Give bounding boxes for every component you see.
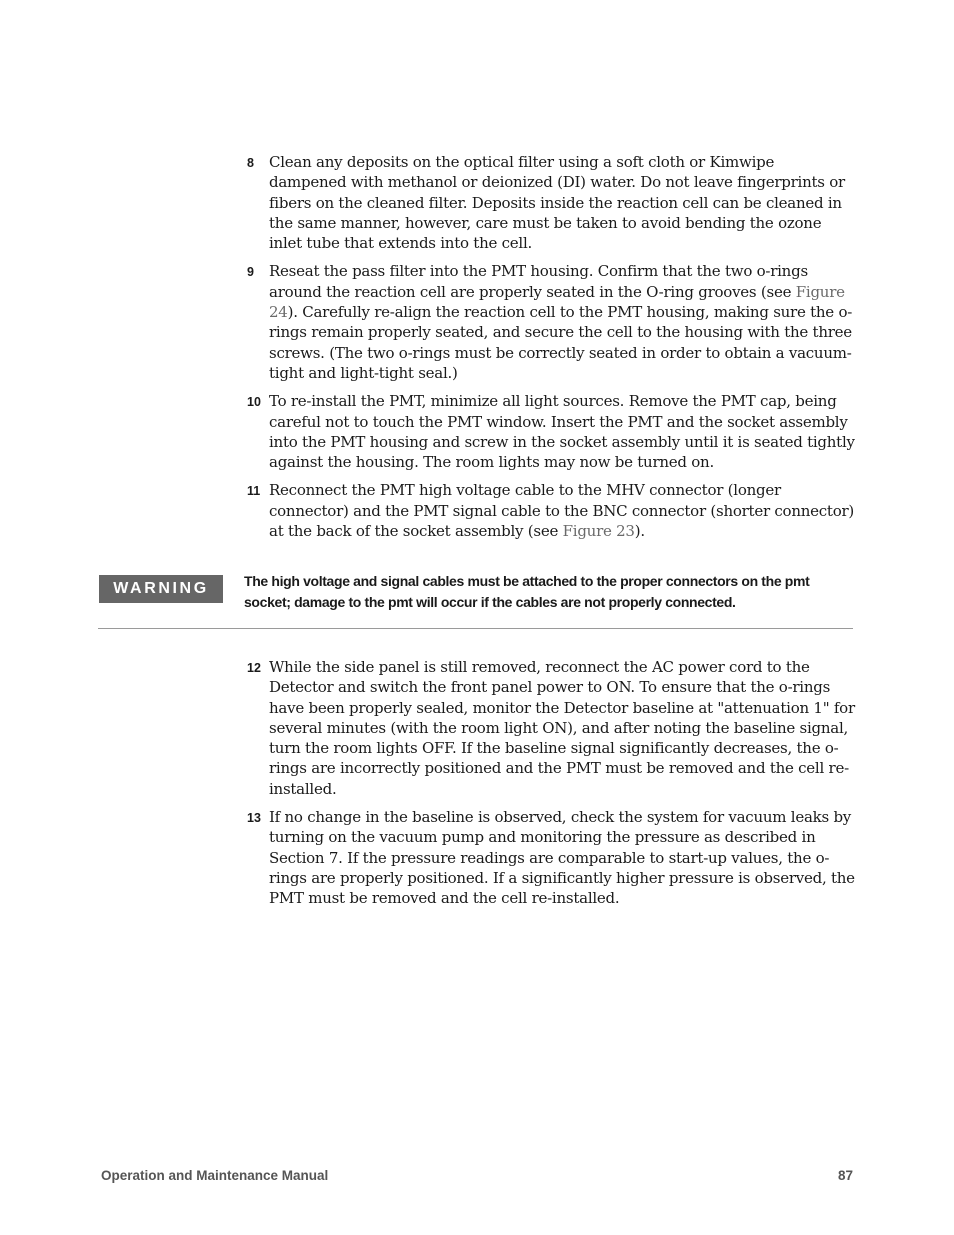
step-12	[247, 657, 857, 799]
step-8	[247, 152, 857, 253]
step-text-part: Reconnect the PMT high voltage cable to the MHV connector (longer connector) and the PMT signal cable to the BNC connector (shorter connector) at the back of the socket assembly (see	[269, 481, 855, 541]
step-text	[269, 480, 855, 541]
step-text: While the side panel is still removed, reconnect the AC power cord to the Detector and switch the front panel power to ON. To ensure that the o-rings have been properly sealed, monitor the Detector baseline at "attenuation 1" for several minutes (with the room light ON), and after noting the baseline signal, turn the room lights OFF. If the baseline signal significantly decreases, the o-rings are incorrectly positioned and the PMT must be removed and the cell re-installed.	[269, 658, 855, 798]
figure-23-link[interactable]: Figure 23	[562, 522, 635, 541]
warning-label: WARNING	[99, 575, 223, 603]
step-9	[247, 261, 857, 383]
step-number: 13	[247, 811, 261, 826]
step-text-part: ). Carefully re-align the reaction cell to the PMT housing, making sure the o-rings remain properly seated, and secure the cell to the housing with the three screws. (The two o-rings must be correctly seated in order to obtain a vacuum-tight and light-tight seal.)	[269, 303, 853, 382]
step-text: To re-install the PMT, minimize all light sources. Remove the PMT cap, being careful not to touch the PMT window. Insert the PMT and the socket assembly into the PMT housing and screw in the socket assembly until it is seated tightly against the housing. The room lights may now be turned on.	[269, 392, 855, 472]
divider-line	[98, 628, 853, 629]
step-text: If no change in the baseline is observed, check the system for vacuum leaks by turning on the vacuum pump and monitoring the pressure as described in Section 7. If the pressure readings are comparable to start-up values, the o-rings are properly positioned. If a significantly higher pressure is observed, the PMT must be removed and the cell re-installed.	[269, 808, 855, 908]
procedure-steps-list-continued	[247, 657, 857, 917]
step-text: Clean any deposits on the optical filter using a soft cloth or Kimwipe dampened with methanol or deionized (DI) water. Do not leave fingerprints or fibers on the cleaned filter. Deposits inside the reaction cell can be cleaned in the same manner, however, care must be taken to avoid bending the ozone inlet tube that extends into the cell.	[269, 153, 845, 253]
step-number: 8	[247, 156, 254, 170]
figure-24-link[interactable]: Figure 24	[269, 282, 845, 322]
step-11	[247, 480, 857, 541]
step-text-part: ).	[634, 522, 645, 541]
footer-page-number: 87	[837, 1168, 853, 1183]
step-text-part: Reseat the pass filter into the PMT housing. Confirm that the two o-rings around the reaction cell are properly seated in the O-ring grooves (see	[269, 262, 808, 301]
step-13	[247, 807, 857, 908]
warning-text: The high voltage and signal cables must be attached to the proper connectors on the pmt socket; damage to the pmt will occur if the cables are not properly connected.	[244, 573, 810, 610]
step-number: 12	[247, 661, 261, 675]
step-text	[269, 261, 855, 383]
footer-manual-title: Operation and Maintenance Manual	[101, 1168, 329, 1183]
step-number: 11	[247, 484, 261, 499]
procedure-steps-list	[247, 152, 857, 549]
step-10	[247, 391, 857, 472]
step-number: 10	[247, 395, 261, 410]
step-number: 9	[247, 265, 254, 280]
